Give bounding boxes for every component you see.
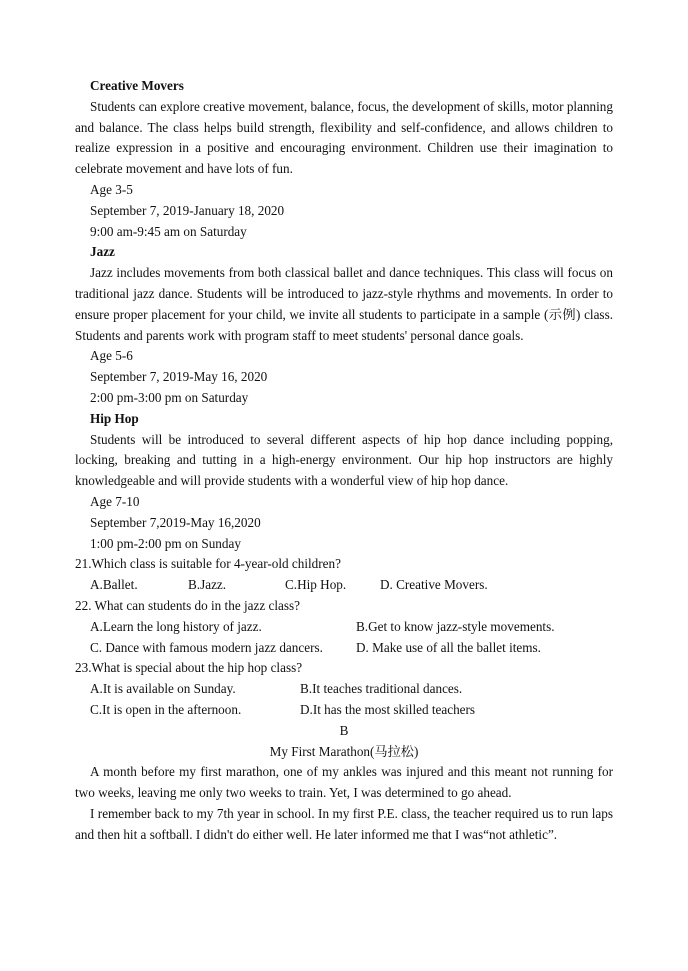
dates-jazz: September 7, 2019-May 16, 2020 (90, 369, 268, 385)
question-22-option-a: A.Learn the long history of jazz. (90, 618, 262, 634)
part-b-letter: B (339, 722, 349, 738)
age-hip-hop: Age 7-10 (90, 493, 140, 509)
question-23-options-row-2 (75, 700, 613, 721)
question-21: 21.Which class is suitable for 4-year-old children? (75, 556, 341, 572)
question-23-options-row-1 (75, 679, 613, 700)
question-21-options (75, 575, 613, 596)
page-content (75, 76, 613, 845)
question-22-options-row-1 (75, 617, 613, 638)
question-23-option-b: B.It teaches traditional dances. (300, 681, 463, 697)
time-jazz: 2:00 pm-3:00 pm on Saturday (90, 389, 249, 405)
question-22-option-d: D. Make use of all the ballet items. (356, 639, 541, 655)
question-23: 23.What is special about the hip hop class? (75, 660, 303, 676)
section-body-hip-hop: Students will be introduced to several different aspects of hip hop dance including popping, locking, breaking and tutting in a high-energy environment. Our hip hop instructors are highly knowledgeable and will provide students with a wonderful view of hip hop dance. (75, 431, 613, 489)
question-21-option-b: B.Jazz. (188, 577, 227, 593)
question-21-option-d: D. Creative Movers. (380, 577, 488, 593)
question-22-option-b: B.Get to know jazz-style movements. (356, 618, 555, 634)
question-23-option-c: C.It is open in the afternoon. (90, 701, 242, 717)
question-23-option-d: D.It has the most skilled teachers (300, 701, 476, 717)
part-b-title: My First Marathon(马拉松) (269, 743, 419, 759)
part-b-paragraph-2: I remember back to my 7th year in school. In my first P.E. class, the teacher required us to run laps and then hit a softball. I didn't do either well. He later informed me that I was“not athletic”. (75, 805, 613, 842)
dates-hip-hop: September 7,2019-May 16,2020 (90, 514, 261, 530)
part-b-paragraph-1: A month before my first marathon, one of my ankles was injured and this meant not running for two weeks, leaving me only two weeks to train. Yet, I was determined to go ahead. (75, 764, 613, 801)
question-22-options-row-2 (75, 638, 613, 659)
section-title-hip-hop: Hip Hop (90, 410, 139, 426)
section-body-jazz: Jazz includes movements from both classical ballet and dance techniques. This class will focus on traditional jazz dance. Students will be introduced to jazz-style rhythms and movements. In order to ensure proper placement for your child, we invite all students to participate in a sample (示例) class. Students and parents work with program staff to meet students' personal dance goals. (75, 265, 613, 343)
section-body-creative-movers: Students can explore creative movement, balance, focus, the development of skills, motor planning and balance. The class helps build strength, flexibility and self-confidence, and allows children to realize expression in a positive and encouraging environment. Children use their imagination to celebrate movement and have lots of fun. (75, 98, 613, 177)
question-21-option-c: C.Hip Hop. (285, 577, 347, 593)
time-creative-movers: 9:00 am-9:45 am on Saturday (90, 223, 247, 239)
age-jazz: Age 5-6 (90, 348, 133, 364)
section-title-creative-movers: Creative Movers (90, 78, 184, 93)
age-creative-movers: Age 3-5 (90, 181, 133, 197)
section-title-jazz: Jazz (90, 244, 115, 260)
time-hip-hop: 1:00 pm-2:00 pm on Sunday (90, 535, 241, 551)
question-23-option-a: A.It is available on Sunday. (90, 681, 236, 697)
question-21-option-a: A.Ballet. (90, 577, 138, 593)
question-22-option-c: C. Dance with famous modern jazz dancers. (90, 639, 323, 655)
question-22: 22. What can students do in the jazz class? (75, 597, 300, 613)
dates-creative-movers: September 7, 2019-January 18, 2020 (90, 202, 285, 218)
